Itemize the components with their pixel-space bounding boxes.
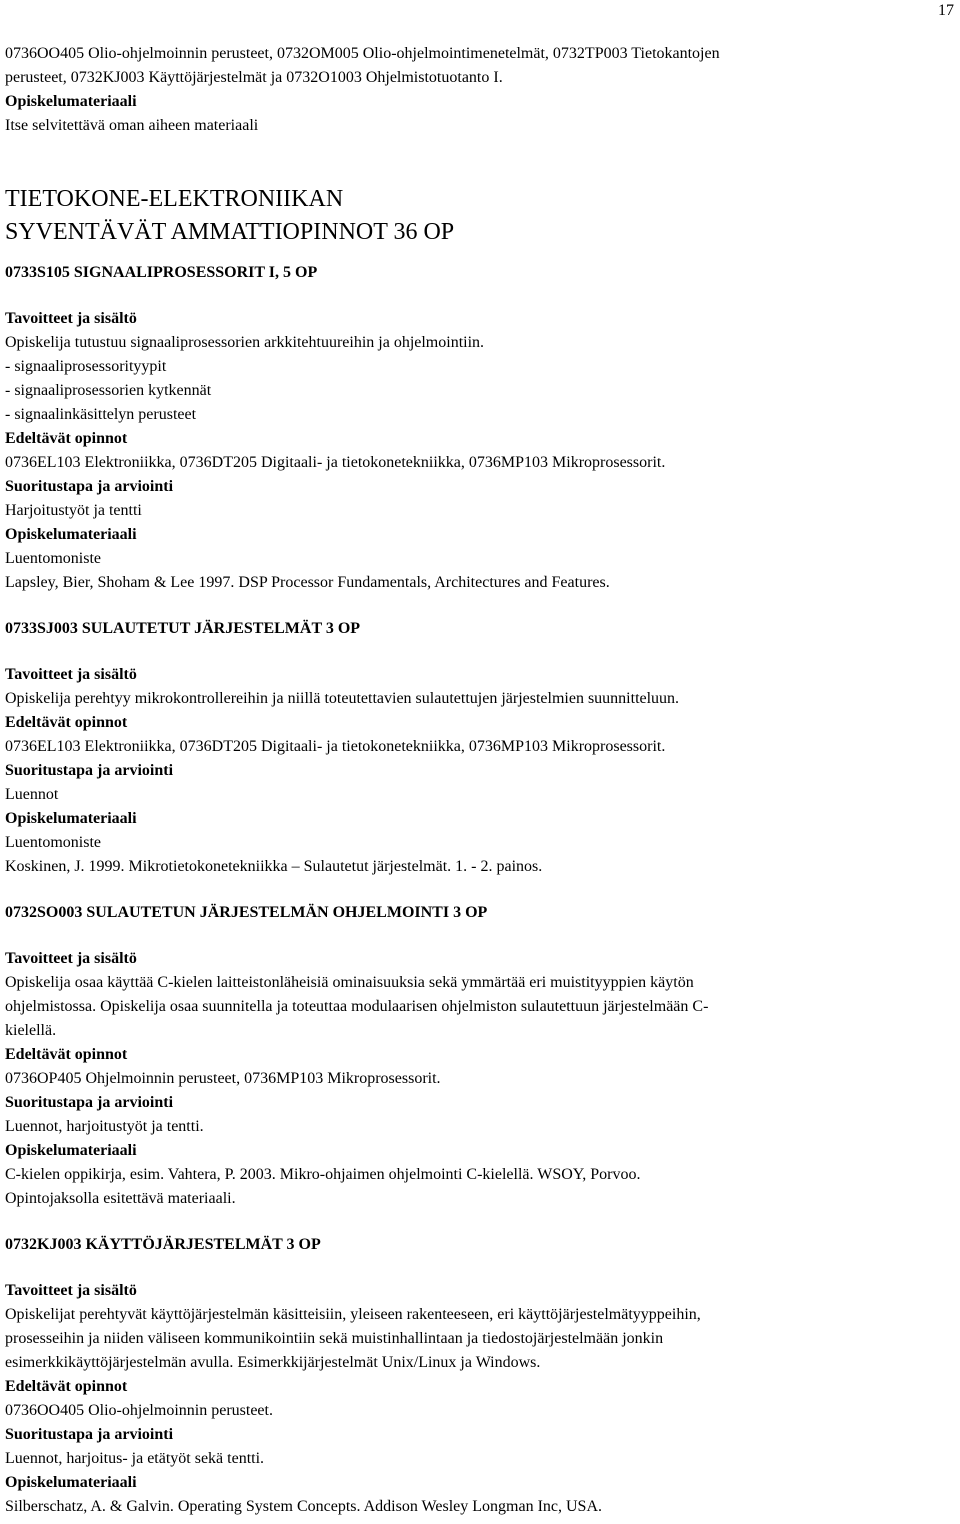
material-line: Opintojaksolla esitettävä materiaali. bbox=[5, 1190, 236, 1207]
goals-line: Opiskelija perehtyy mikrokontrollereihin ja niillä toteutettavien sulautettujen järjestelmien suunnitteluun. bbox=[5, 690, 680, 707]
material-heading: Opiskelumateriaali bbox=[5, 810, 137, 827]
prereq-line: 0736OP405 Ohjelmoinnin perusteet, 0736MP103 Mikroprosessorit. bbox=[5, 1070, 441, 1087]
intro-material-text: Itse selvitettävä oman aiheen materiaali bbox=[5, 117, 259, 134]
prereq-heading: Edeltävät opinnot bbox=[5, 1046, 128, 1063]
goals-line: esimerkkikäyttöjärjestelmän avulla. Esimerkkijärjestelmät Unix/Linux ja Windows. bbox=[5, 1354, 541, 1371]
goals-heading: Tavoitteet ja sisältö bbox=[5, 950, 137, 967]
prereq-heading: Edeltävät opinnot bbox=[5, 430, 128, 447]
goals-line: kielellä. bbox=[5, 1022, 57, 1039]
material-heading: Opiskelumateriaali bbox=[5, 1142, 137, 1159]
goals-line: - signaaliprosessorien kytkennät bbox=[5, 382, 212, 399]
material-line: Silberschatz, A. & Galvin. Operating System Concepts. Addison Wesley Longman Inc, USA. bbox=[5, 1498, 603, 1515]
course-block bbox=[5, 261, 925, 595]
intro-line: 0736OO405 Olio-ohjelmoinnin perusteet, 0732OM005 Olio-ohjelmointimenetelmät, 0732TP003 Tietokantojen bbox=[5, 45, 720, 62]
material-heading: Opiskelumateriaali bbox=[5, 1474, 137, 1491]
course-block bbox=[5, 901, 925, 1211]
material-line: Luentomoniste bbox=[5, 834, 101, 851]
course-title: 0733SJ003 SULAUTETUT JÄRJESTELMÄT 3 OP bbox=[5, 620, 361, 637]
section-title-line: SYVENTÄVÄT AMMATTIOPINNOT 36 OP bbox=[5, 219, 455, 245]
course-title: 0732SO003 SULAUTETUN JÄRJESTELMÄN OHJELMOINTI 3 OP bbox=[5, 904, 488, 921]
section-title-line: TIETOKONE-ELEKTRONIIKAN bbox=[5, 186, 344, 212]
material-heading: Opiskelumateriaali bbox=[5, 526, 137, 543]
goals-line: Opiskelija tutustuu signaaliprosessorien arkkitehtuureihin ja ohjelmointiin. bbox=[5, 334, 485, 351]
method-line: Luennot, harjoitus- ja etätyöt sekä tentti. bbox=[5, 1450, 265, 1467]
goals-heading: Tavoitteet ja sisältö bbox=[5, 1282, 137, 1299]
page-number: 17 bbox=[938, 2, 954, 19]
course-title: 0733S105 SIGNAALIPROSESSORIT I, 5 OP bbox=[5, 264, 318, 281]
prereq-heading: Edeltävät opinnot bbox=[5, 714, 128, 731]
intro-material-heading: Opiskelumateriaali bbox=[5, 93, 137, 110]
method-heading: Suoritustapa ja arviointi bbox=[5, 1094, 174, 1111]
prereq-line: 0736OO405 Olio-ohjelmoinnin perusteet. bbox=[5, 1402, 273, 1419]
prereq-line: 0736EL103 Elektroniikka, 0736DT205 Digitaali- ja tietokonetekniikka, 0736MP103 Mikroprosessorit. bbox=[5, 738, 666, 755]
goals-line: ohjelmistossa. Opiskelija osaa suunnitella ja toteuttaa modulaarisen ohjelmiston sulautettuun järjestelmään C- bbox=[5, 998, 709, 1015]
intro-block bbox=[5, 42, 925, 138]
material-line: Lapsley, Bier, Shoham & Lee 1997. DSP Processor Fundamentals, Architectures and Features. bbox=[5, 574, 610, 591]
section-title bbox=[5, 183, 925, 249]
material-line: C-kielen oppikirja, esim. Vahtera, P. 2003. Mikro-ohjaimen ohjelmointi C-kielellä. WSOY, Porvoo. bbox=[5, 1166, 641, 1183]
course-block bbox=[5, 617, 925, 879]
material-line: Luentomoniste bbox=[5, 550, 101, 567]
goals-line: prosesseihin ja niiden väliseen kommunikointiin sekä muistinhallintaan ja tiedostojärjestelmään jonkin bbox=[5, 1330, 664, 1347]
method-line: Luennot bbox=[5, 786, 59, 803]
course-block bbox=[5, 1233, 925, 1519]
goals-heading: Tavoitteet ja sisältö bbox=[5, 666, 137, 683]
method-heading: Suoritustapa ja arviointi bbox=[5, 1426, 174, 1443]
goals-line: - signaaliprosessorityypit bbox=[5, 358, 167, 375]
material-line: Koskinen, J. 1999. Mikrotietokonetekniikka – Sulautetut järjestelmät. 1. - 2. painos. bbox=[5, 858, 543, 875]
method-line: Harjoitustyöt ja tentti bbox=[5, 502, 142, 519]
intro-line: perusteet, 0732KJ003 Käyttöjärjestelmät ja 0732O1003 Ohjelmistotuotanto I. bbox=[5, 69, 503, 86]
method-heading: Suoritustapa ja arviointi bbox=[5, 478, 174, 495]
course-title: 0732KJ003 KÄYTTÖJÄRJESTELMÄT 3 OP bbox=[5, 1236, 321, 1253]
document-body bbox=[5, 42, 925, 1519]
method-line: Luennot, harjoitustyöt ja tentti. bbox=[5, 1118, 204, 1135]
goals-line: - signaalinkäsittelyn perusteet bbox=[5, 406, 197, 423]
goals-heading: Tavoitteet ja sisältö bbox=[5, 310, 137, 327]
prereq-heading: Edeltävät opinnot bbox=[5, 1378, 128, 1395]
method-heading: Suoritustapa ja arviointi bbox=[5, 762, 174, 779]
goals-line: Opiskelijat perehtyvät käyttöjärjestelmän käsitteisiin, yleiseen rakenteeseen, eri käyttöjärjestelmätyyppeihin, bbox=[5, 1306, 701, 1323]
prereq-line: 0736EL103 Elektroniikka, 0736DT205 Digitaali- ja tietokonetekniikka, 0736MP103 Mikroprosessorit. bbox=[5, 454, 666, 471]
goals-line: Opiskelija osaa käyttää C-kielen laitteistonläheisiä ominaisuuksia sekä ymmärtää eri muistityyppien käytön bbox=[5, 974, 694, 991]
